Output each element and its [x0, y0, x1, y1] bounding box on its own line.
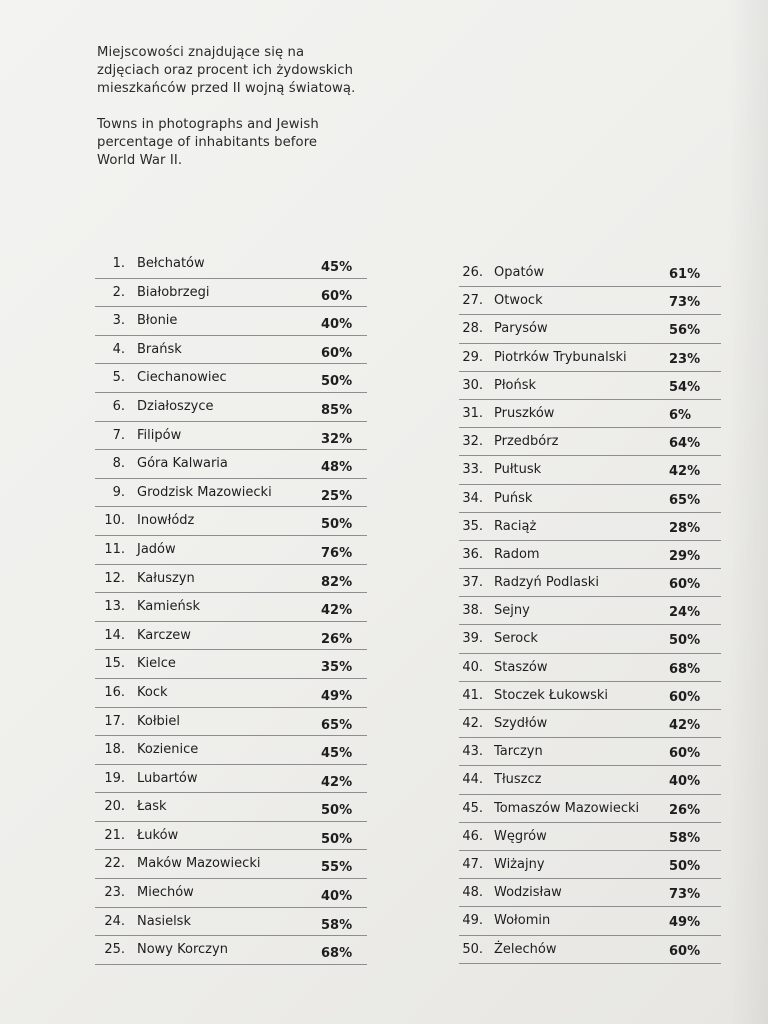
item-number: 3.: [112, 313, 125, 329]
jewish-percentage: 49%: [669, 915, 701, 931]
item-number: 22.: [104, 856, 125, 872]
jewish-percentage: 58%: [321, 917, 353, 933]
town-name: Karczew: [137, 627, 191, 643]
list-item: [459, 795, 721, 823]
town-name: Wiżajny: [494, 856, 545, 872]
jewish-percentage: 26%: [321, 631, 353, 647]
list-item: [95, 822, 367, 851]
town-name: Piotrków Trybunalski: [494, 349, 627, 365]
jewish-percentage: 50%: [669, 633, 701, 649]
town-name: Błonie: [137, 313, 178, 329]
item-number: 6.: [112, 398, 125, 414]
town-name: Opatów: [494, 265, 545, 280]
town-name: Bełchatów: [137, 256, 205, 271]
jewish-percentage: 42%: [321, 774, 353, 790]
item-number: 31.: [462, 405, 483, 421]
town-name: Kamieńsk: [137, 599, 201, 615]
item-number: 30.: [462, 377, 483, 393]
jewish-percentage: 68%: [669, 661, 701, 677]
item-number: 27.: [462, 293, 483, 309]
town-name: Szydłów: [494, 716, 548, 731]
town-name: Jadów: [137, 541, 176, 557]
jewish-percentage: 65%: [321, 717, 353, 733]
list-item: [459, 372, 721, 400]
jewish-percentage: 64%: [669, 436, 701, 452]
list-item: [459, 851, 721, 879]
list-item: [459, 625, 721, 653]
list-item: [459, 597, 721, 625]
jewish-percentage: 23%: [669, 351, 701, 367]
item-number: 29.: [462, 349, 483, 365]
item-number: 24.: [104, 913, 125, 929]
town-name: Przedbórz: [494, 434, 559, 450]
list-item: [95, 765, 367, 794]
town-name: Staszów: [494, 659, 548, 675]
jewish-percentage: 24%: [669, 605, 701, 621]
town-name: Radom: [494, 546, 540, 562]
jewish-percentage: 60%: [321, 345, 353, 361]
list-item: [459, 936, 721, 964]
item-number: 40.: [462, 659, 483, 675]
list-item: [459, 879, 721, 907]
jewish-percentage: 73%: [669, 295, 701, 311]
item-number: 42.: [462, 716, 483, 731]
item-number: 33.: [462, 462, 483, 478]
town-name: Kozienice: [137, 742, 199, 758]
list-item: [459, 485, 721, 513]
item-number: 10.: [104, 513, 125, 529]
town-name: Parysów: [494, 321, 548, 337]
town-name: Kock: [137, 684, 168, 700]
list-item: [95, 679, 367, 708]
list-item: [95, 364, 367, 393]
list-item: [459, 823, 721, 851]
list-item: [459, 682, 721, 710]
town-name: Kielce: [137, 656, 176, 672]
jewish-percentage: 85%: [321, 402, 353, 418]
town-name: Puńsk: [494, 490, 533, 506]
jewish-percentage: 40%: [321, 889, 353, 905]
list-item: [459, 907, 721, 935]
item-number: 20.: [104, 799, 125, 815]
item-number: 21.: [104, 827, 125, 843]
item-number: 18.: [104, 742, 125, 758]
town-name: Raciąż: [494, 518, 537, 534]
jewish-percentage: 50%: [321, 517, 353, 533]
town-name: Maków Mazowiecki: [137, 856, 261, 872]
jewish-percentage: 42%: [669, 464, 701, 480]
jewish-percentage: 40%: [321, 317, 353, 333]
town-name: Sejny: [494, 603, 530, 619]
list-item: [459, 710, 721, 738]
item-number: 34.: [462, 490, 483, 506]
list-item: [95, 565, 367, 594]
jewish-percentage: 82%: [321, 574, 353, 590]
list-item: [459, 287, 721, 315]
jewish-percentage: 60%: [321, 288, 353, 304]
intro-text: [97, 44, 397, 188]
item-number: 35.: [462, 518, 483, 534]
item-number: 32.: [462, 434, 483, 450]
item-number: 37.: [462, 575, 483, 591]
item-number: 39.: [462, 631, 483, 647]
list-item: [95, 879, 367, 908]
jewish-percentage: 61%: [669, 267, 701, 282]
list-item: [459, 315, 721, 343]
jewish-percentage: 56%: [669, 323, 701, 339]
jewish-percentage: 50%: [321, 374, 353, 390]
list-item: [459, 400, 721, 428]
item-number: 46.: [462, 828, 483, 844]
item-number: 48.: [462, 885, 483, 901]
list-item: [459, 259, 721, 287]
item-number: 25.: [104, 942, 125, 958]
list-item: [95, 736, 367, 765]
town-name: Stoczek Łukowski: [494, 687, 609, 703]
item-number: 19.: [104, 770, 125, 786]
jewish-percentage: 48%: [321, 460, 353, 476]
list-item: [95, 307, 367, 336]
item-number: 2.: [112, 284, 125, 300]
jewish-percentage: 6%: [669, 407, 692, 423]
item-number: 13.: [104, 599, 125, 615]
list-item: [459, 344, 721, 372]
jewish-percentage: 40%: [669, 774, 701, 790]
item-number: 15.: [104, 656, 125, 672]
list-item: [95, 593, 367, 622]
item-number: 5.: [112, 370, 125, 386]
town-name: Wołomin: [494, 913, 551, 929]
item-number: 49.: [462, 913, 483, 929]
jewish-percentage: 54%: [669, 379, 701, 395]
list-item: [95, 650, 367, 679]
town-name: Wodzisław: [494, 885, 562, 901]
item-number: 38.: [462, 603, 483, 619]
jewish-percentage: 32%: [321, 431, 353, 447]
town-name: Miechów: [137, 885, 194, 901]
list-item: [95, 479, 367, 508]
item-number: 47.: [462, 856, 483, 872]
town-name: Żelechów: [494, 941, 557, 957]
intro-polish: [97, 44, 397, 98]
item-number: 11.: [104, 541, 125, 557]
town-name: Białobrzegi: [137, 284, 210, 300]
list-item: [95, 279, 367, 308]
jewish-percentage: 50%: [669, 858, 701, 874]
list-item: [459, 513, 721, 541]
intro-english-line: World War II.: [97, 153, 183, 168]
list-item: [459, 569, 721, 597]
jewish-percentage: 45%: [321, 746, 353, 762]
list-item: [95, 708, 367, 737]
towns-list-left: [95, 250, 367, 965]
town-name: Tarczyn: [494, 744, 543, 760]
item-number: 26.: [462, 265, 483, 280]
intro-polish-line: mieszkańców przed II wojną światową.: [97, 81, 356, 96]
item-number: 17.: [104, 713, 125, 729]
list-item: [459, 654, 721, 682]
jewish-percentage: 60%: [669, 746, 701, 762]
item-number: 44.: [462, 772, 483, 788]
list-item: [95, 936, 367, 965]
item-number: 12.: [104, 570, 125, 586]
item-number: 36.: [462, 546, 483, 562]
intro-english-line: percentage of inhabitants before: [97, 135, 318, 150]
jewish-percentage: 42%: [669, 718, 701, 733]
town-name: Filipów: [137, 427, 182, 443]
jewish-percentage: 50%: [321, 803, 353, 819]
town-name: Kałuszyn: [137, 570, 195, 586]
jewish-percentage: 50%: [321, 831, 353, 847]
list-item: [459, 766, 721, 794]
item-number: 7.: [112, 427, 125, 443]
jewish-percentage: 49%: [321, 688, 353, 704]
jewish-percentage: 58%: [669, 830, 701, 846]
jewish-percentage: 26%: [669, 802, 701, 818]
item-number: 4.: [112, 341, 125, 357]
item-number: 45.: [462, 800, 483, 816]
item-number: 1.: [112, 256, 125, 271]
town-name: Tłuszcz: [494, 772, 542, 788]
town-name: Kołbiel: [137, 713, 180, 729]
jewish-percentage: 60%: [669, 689, 701, 705]
list-item: [95, 250, 367, 279]
town-name: Brańsk: [137, 341, 182, 357]
jewish-percentage: 29%: [669, 548, 701, 564]
item-number: 28.: [462, 321, 483, 337]
town-name: Węgrów: [494, 828, 547, 844]
town-name: Serock: [494, 631, 538, 647]
town-name: Działoszyce: [137, 398, 214, 414]
jewish-percentage: 60%: [669, 577, 701, 593]
list-item: [95, 336, 367, 365]
list-item: [95, 908, 367, 937]
list-item: [95, 393, 367, 422]
jewish-percentage: 45%: [321, 260, 353, 275]
jewish-percentage: 35%: [321, 660, 353, 676]
jewish-percentage: 28%: [669, 520, 701, 536]
list-item: [459, 428, 721, 456]
town-name: Płońsk: [494, 377, 537, 393]
town-name: Nasielsk: [137, 913, 191, 929]
intro-polish-line: Miejscowości znajdujące się na: [97, 45, 305, 60]
list-item: [459, 541, 721, 569]
town-name: Tomaszów Mazowiecki: [494, 800, 640, 816]
town-name: Góra Kalwaria: [137, 456, 228, 472]
jewish-percentage: 55%: [321, 860, 353, 876]
town-name: Grodzisk Mazowiecki: [137, 484, 272, 500]
list-item: [459, 738, 721, 766]
item-number: 50.: [462, 941, 483, 957]
jewish-percentage: 25%: [321, 488, 353, 504]
jewish-percentage: 68%: [321, 946, 353, 962]
town-name: Nowy Korczyn: [137, 942, 228, 958]
list-item: [95, 507, 367, 536]
item-number: 8.: [112, 456, 125, 472]
item-number: 9.: [112, 484, 125, 500]
jewish-percentage: 73%: [669, 887, 701, 903]
town-name: Ciechanowiec: [137, 370, 227, 386]
list-item: [459, 456, 721, 484]
town-name: Inowłódz: [137, 513, 195, 529]
item-number: 14.: [104, 627, 125, 643]
jewish-percentage: 42%: [321, 603, 353, 619]
town-name: Łuków: [137, 827, 179, 843]
town-name: Radzyń Podlaski: [494, 575, 599, 591]
list-item: [95, 536, 367, 565]
intro-english-line: Towns in photographs and Jewish: [97, 117, 319, 132]
item-number: 16.: [104, 684, 125, 700]
item-number: 41.: [462, 687, 483, 703]
item-number: 23.: [104, 885, 125, 901]
list-item: [95, 450, 367, 479]
town-name: Otwock: [494, 293, 543, 309]
town-name: Pułtusk: [494, 462, 542, 478]
intro-polish-line: zdjęciach oraz procent ich żydowskich: [97, 63, 354, 78]
jewish-percentage: 76%: [321, 545, 353, 561]
town-name: Pruszków: [494, 405, 555, 421]
list-item: [95, 422, 367, 451]
jewish-percentage: 60%: [669, 943, 701, 959]
town-name: Łask: [137, 799, 167, 815]
list-item: [95, 793, 367, 822]
town-name: Lubartów: [137, 770, 198, 786]
list-item: [95, 622, 367, 651]
item-number: 43.: [462, 744, 483, 760]
towns-list-right: [459, 259, 721, 964]
intro-english: [97, 116, 397, 170]
list-item: [95, 850, 367, 879]
jewish-percentage: 65%: [669, 492, 701, 508]
